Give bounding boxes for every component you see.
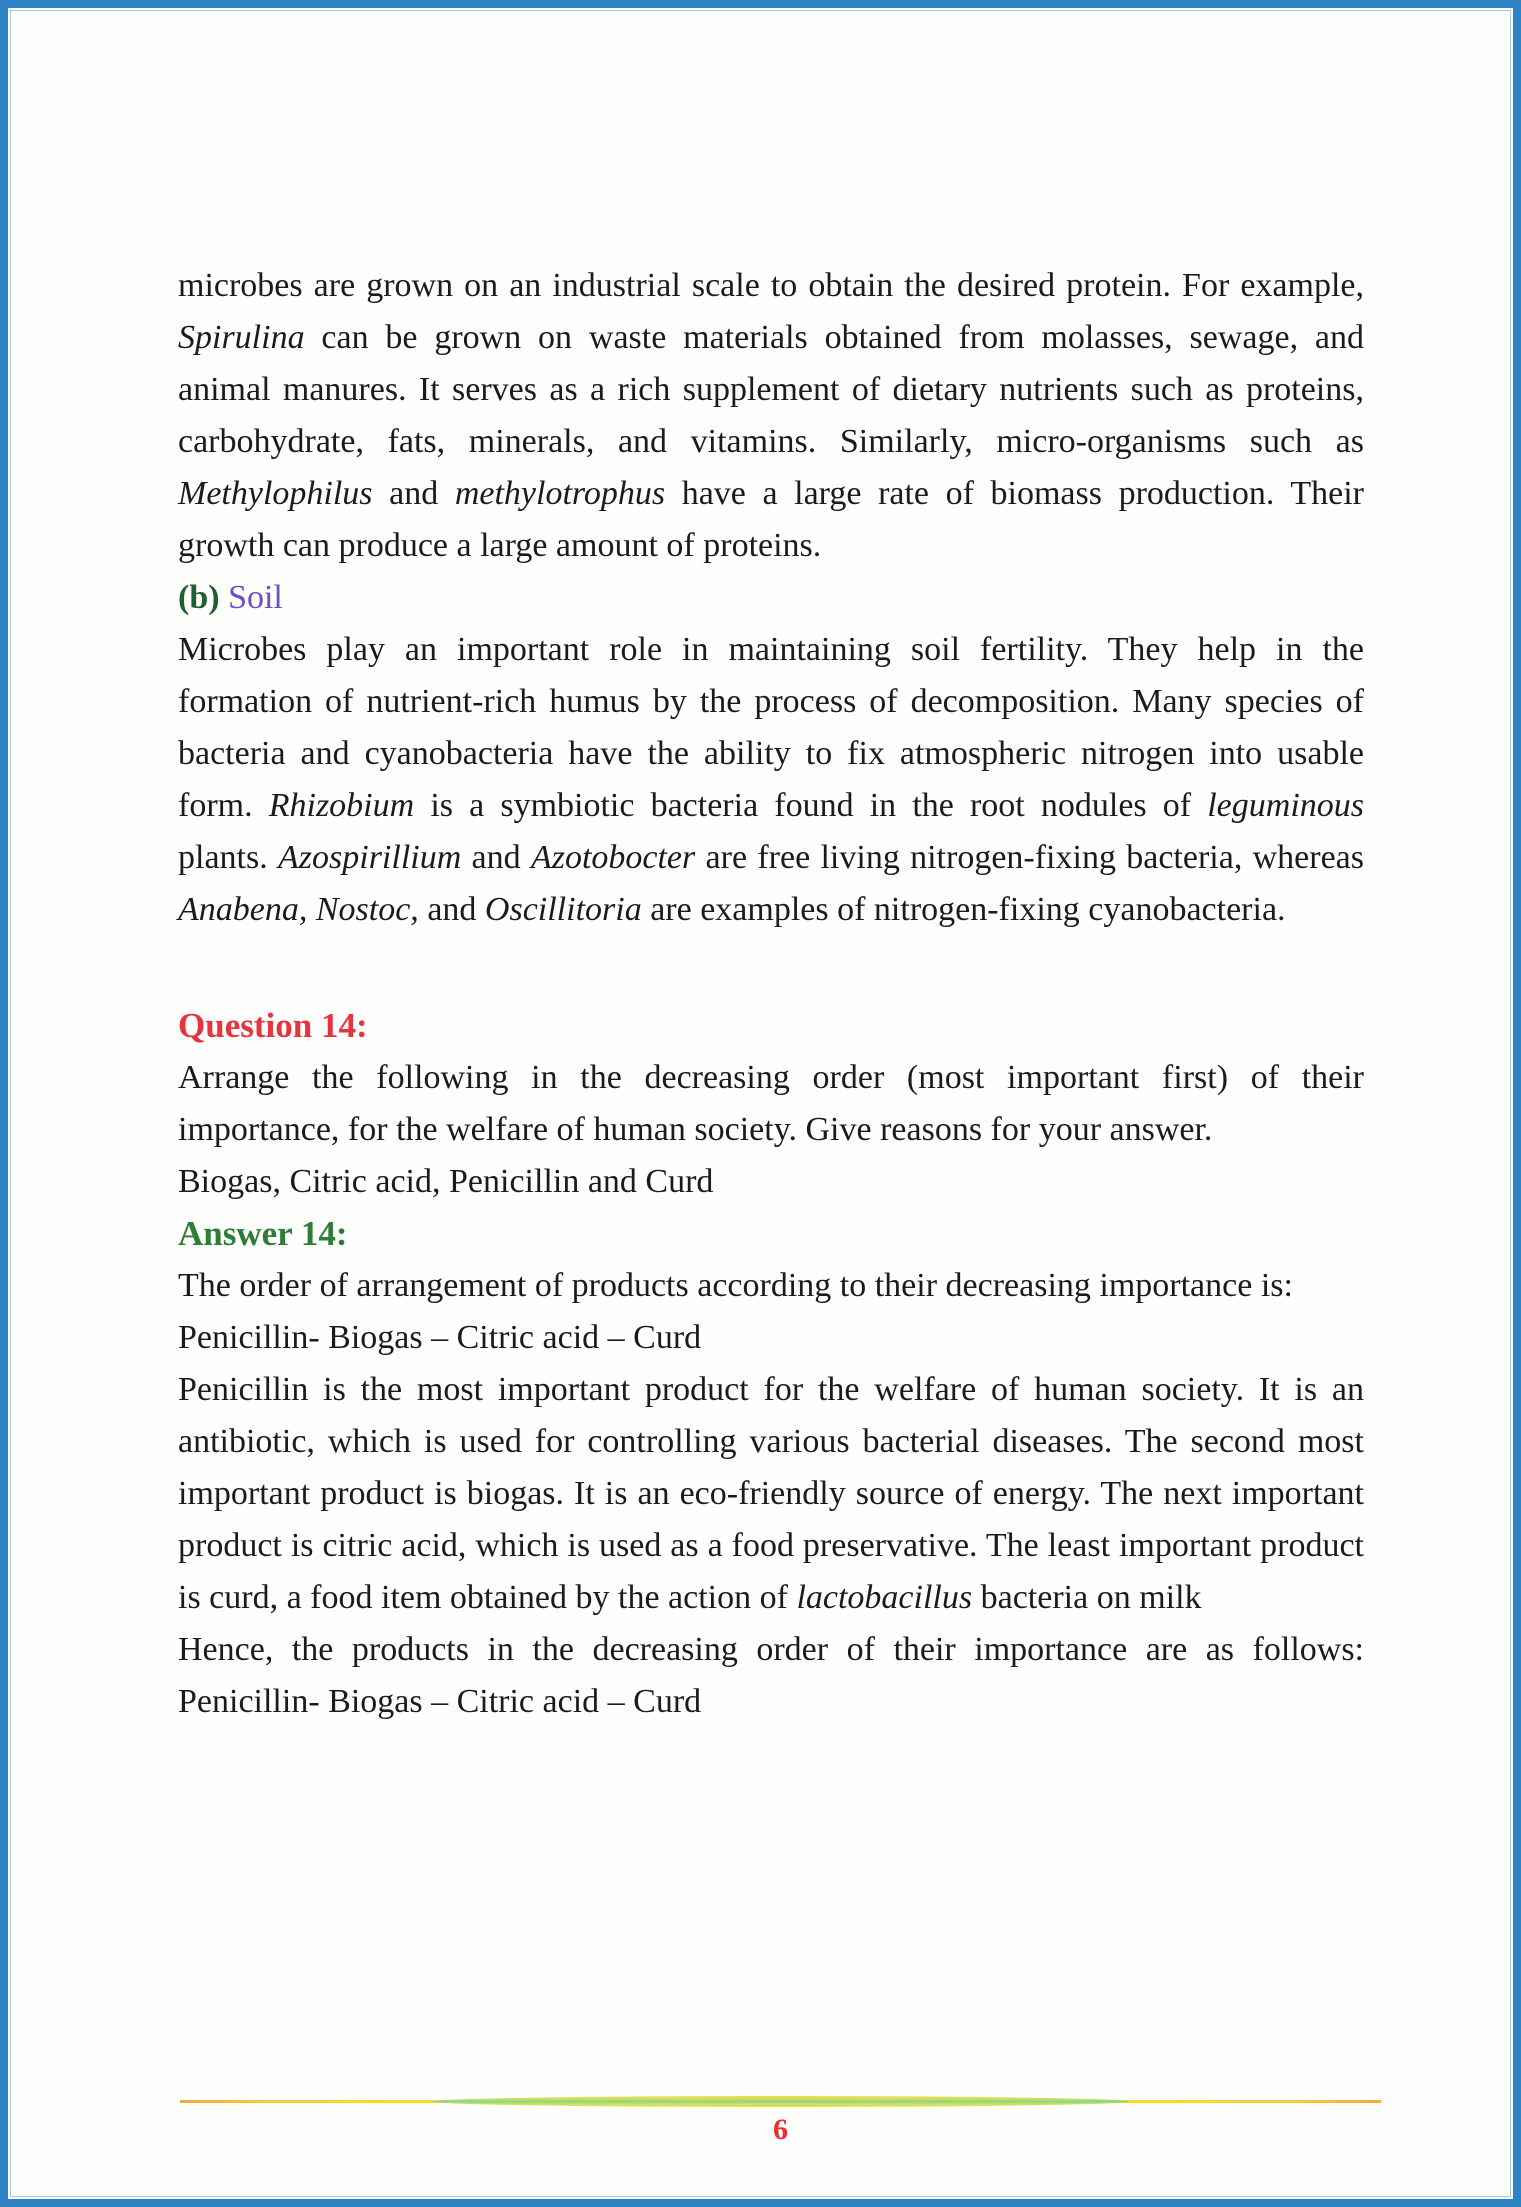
paragraph-protein-continuation: microbes are grown on an industrial scale to obtain the desired protein. For example, Spirulina can be grown on waste materials obtained from molasses, sewage, and animal manures. It serves as a rich supplement of dietary nutrients such as proteins, carbohydrate, fats, minerals, and vitamins. Similarly, micro-organisms such as Methylophilus and methylotrophus have a large rate of biomass production. Their growth can produce a large amount of proteins.: [178, 267, 1364, 564]
answer-14-heading: Answer 14:: [178, 1214, 348, 1253]
footer-divider-rule: [180, 2096, 1381, 2108]
answer-14-order: Penicillin- Biogas – Citric acid – Curd: [178, 1319, 702, 1356]
footer-rule-center-lens: [432, 2096, 1129, 2107]
answer-14-body: Penicillin is the most important product for the welfare of human society. It is an antibiotic, which is used for controlling various bacterial diseases. The second most important product is biogas. It is an eco-friendly source of energy. The next important product is citric acid, which is used as a food preservative. The least important product is curd, a food item obtained by the action of lactobacillus bacteria on milk: [178, 1371, 1364, 1616]
subheading-b-soil: (b) Soil: [178, 579, 283, 616]
paragraph-soil-microbes: Microbes play an important role in maintaining soil fertility. They help in the formation of nutrient-rich humus by the process of decomposition. Many species of bacteria and cyanobacteria have the ability to fix atmospheric nitrogen into usable form. Rhizobium is a symbiotic bacteria found in the root nodules of leguminous plants. Azospirillium and Azotobocter are free living nitrogen-fixing bacteria, whereas Anabena, Nostoc, and Oscillitoria are examples of nitrogen-fixing cyanobacteria.: [178, 631, 1365, 928]
page-number: 6: [773, 2113, 788, 2146]
answer-14-intro: The order of arrangement of products according to their decreasing importance is:: [178, 1267, 1293, 1304]
question-14-heading: Question 14:: [178, 1006, 368, 1045]
document-body: [178, 260, 1364, 1728]
answer-14-conclusion: Hence, the products in the decreasing order of their importance are as follows: Penicillin- Biogas – Citric acid – Curd: [178, 1631, 1364, 1720]
question-14-items: Biogas, Citric acid, Penicillin and Curd: [178, 1163, 714, 1200]
question-14-text: Arrange the following in the decreasing order (most important first) of their importance, for the welfare of human society. Give reasons for your answer.: [178, 1059, 1364, 1148]
